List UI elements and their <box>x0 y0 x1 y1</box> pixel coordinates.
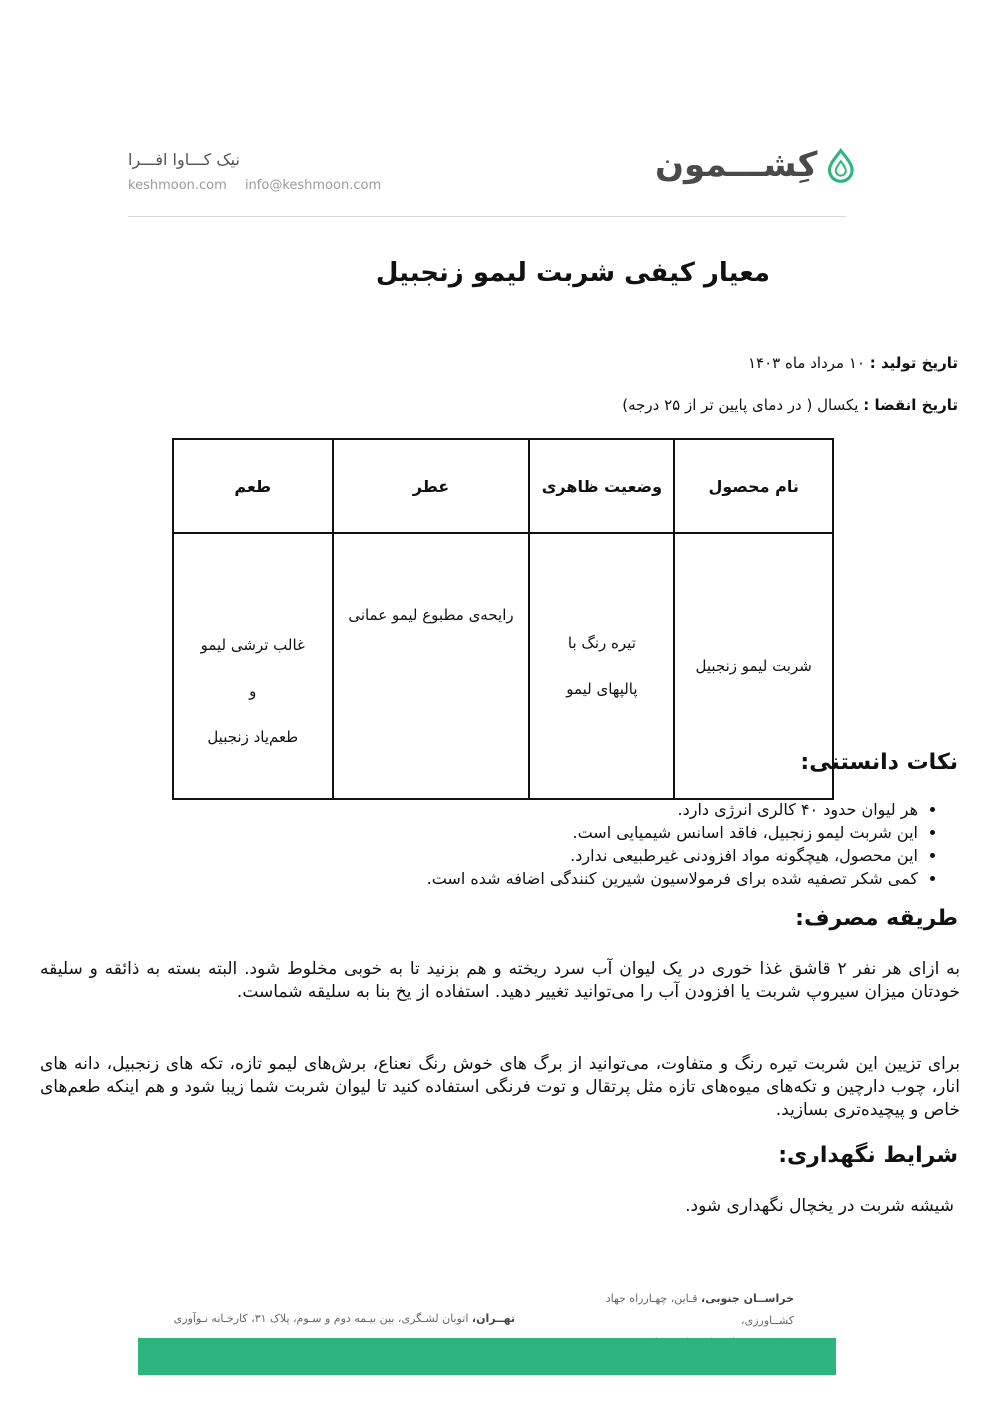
production-date <box>748 354 958 372</box>
header-product-name: نام محصول <box>674 439 833 533</box>
header-divider <box>128 216 846 217</box>
notes-list <box>278 798 940 890</box>
brand-block <box>655 135 855 195</box>
storage-text: شیشه شربت در یخچال نگهداری شود. <box>685 1196 954 1216</box>
production-value: ۱۰ مرداد ماه ۱۴۰۳ <box>748 354 865 372</box>
taste-line: طعم‌یاد زنجبیل <box>207 728 299 746</box>
cell-taste <box>173 533 333 799</box>
list-item: • هر لیوان حدود ۴۰ کالری انرژی دارد. <box>278 798 918 821</box>
header-aroma: عطر <box>333 439 530 533</box>
expiry-value: یکسال ( در دمای پایین تر از ۲۵ درجه) <box>622 396 859 414</box>
cell-product-name: شربت لیمو زنجبیل <box>674 533 833 799</box>
header-taste: طعم <box>173 439 333 533</box>
production-label: تاریخ تولید : <box>869 354 958 372</box>
usage-paragraph: به ازای هر نفر ۲ قاشق غذا خوری در یک لیوان آب سرد ریخته و هم بزنید تا به خوبی مخلوط شود. البته بسته به ذائقه و سلیقه خودتان میزان سیروپ شربت یا افزودن آب را می‌توانید تغییر دهید. استفاده از یخ بنا به سلیقه شماست. <box>40 959 961 1002</box>
expiry-label: تاریخ انقضا : <box>863 396 958 414</box>
contact-line <box>128 178 395 193</box>
header-appearance: وضعیت ظاهری <box>529 439 674 533</box>
tehran-address <box>173 1312 515 1325</box>
usage-heading: طریقه مصرف: <box>795 906 958 931</box>
quality-table <box>172 438 834 800</box>
notes-heading: نکات دانستنی: <box>800 750 958 775</box>
table-header-row <box>173 439 833 533</box>
list-item: • این محصول، هیچگونه مواد افزودنی غیرطبیعی ندارد. <box>278 844 918 867</box>
taste-line: و <box>249 682 257 700</box>
south-khorasan-street: قـاین، چهـارراه جهاد کشــاورزی، <box>605 1292 794 1327</box>
south-khorasan-label: خراســان جنوبی، <box>701 1292 794 1305</box>
footer-bar <box>138 1338 836 1375</box>
list-item: • این شربت لیمو زنجبیل، فاقد اسانس شیمیایی است. <box>278 821 918 844</box>
tehran-street: اتوبان لشـگری، بین بیـمه دوم و سـوم، پلاک ۳۱، کارخـانه نـوآوری <box>173 1312 469 1325</box>
expiry-date <box>622 396 958 414</box>
cell-aroma: رایحه‌ی مطبوع لیمو عمانی <box>333 533 530 799</box>
droplet-logo-icon <box>827 139 855 191</box>
cell-appearance <box>529 533 674 799</box>
list-item: • کمی شکر تصفیه شده برای فرمولاسیون شیرین کنندگی اضافه شده است. <box>278 867 918 890</box>
company-name: نیک کـــاوا افـــرا <box>128 150 240 169</box>
appearance-line: پالپهای لیمو <box>566 680 638 698</box>
tehran-label: تهــران، <box>471 1312 515 1325</box>
appearance-line: تیره رنگ با <box>567 634 636 652</box>
document-title: معیار کیفی شربت لیمو زنجبیل <box>375 258 770 288</box>
table-row <box>173 533 833 799</box>
website-link[interactable]: keshmoon.com <box>128 178 227 193</box>
storage-heading: شرایط نگهداری: <box>778 1143 958 1168</box>
taste-line: غالب ترشی لیمو <box>200 636 305 654</box>
decoration-paragraph: برای تزیین این شربت تیره رنگ و متفاوت، می‌توانید از برگ های خوش رنگ نعناع، برش‌های لیمو تازه، تکه های زنجبیل، دانه های انار، چوب دارچین و تکه‌های میوه‌های تازه مثل پرتقال و توت فرنگی استفاده کنید تا لیوان شربت شما زیبا شود و هم اینکه طعم‌های خاص و پیچیده‌تری بسازید. <box>40 1054 960 1120</box>
email-link[interactable]: info@keshmoon.com <box>244 178 382 193</box>
brand-name: کِشـــمون <box>655 145 818 185</box>
